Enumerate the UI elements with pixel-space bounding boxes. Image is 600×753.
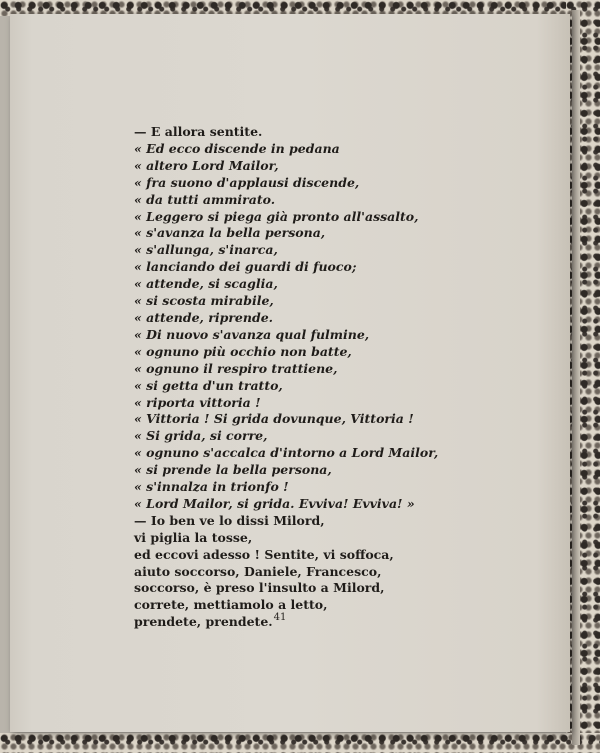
poem-line: « s'avanza la bella persona, — [134, 225, 326, 241]
poem-line: prendete, prendete. — [134, 614, 273, 630]
poem-line: « Ed ecco discende in pedana — [134, 140, 340, 156]
poem-line: « riporta vittoria ! — [134, 394, 261, 410]
poem-line: « attende, si scaglia, — [134, 276, 278, 292]
poem-line: « si prende la bella persona, — [134, 462, 332, 478]
poem-line: aiuto soccorso, Daniele, Francesco, — [134, 563, 382, 579]
poem-line: « si getta d'un tratto, — [134, 377, 283, 393]
poem-line: — E allora sentite. — [134, 124, 263, 139]
poem-line: « Di nuovo s'avanza qual fulmine, — [134, 326, 370, 342]
poem-line: « fra suono d'applausi discende, — [134, 174, 360, 190]
poem-line: « Leggero si piega già pronto all'assalto, — [134, 208, 419, 224]
poem-line: « lanciando dei guardi di fuoco; — [134, 259, 357, 275]
poem-line: « s'allunga, s'inarca, — [134, 242, 278, 258]
poem-line: « altero Lord Mailor, — [134, 157, 279, 173]
poem-line: « ognuno più occhio non batte, — [134, 343, 352, 359]
poem-line: « si scosta mirabile, — [134, 293, 274, 309]
poem-line: « Lord Mailor, si grida. Evviva! Evviva! » — [134, 495, 415, 511]
poem-line: — Io ben ve lo dissi Milord, — [134, 512, 325, 528]
book-page — [10, 14, 570, 732]
poem-line: « Vittoria ! Si grida dovunque, Vittoria ! — [134, 411, 414, 427]
poem-line: soccorso, è preso l'insulto a Milord, — [134, 580, 385, 596]
poem-line: « da tutti ammirato. — [134, 191, 276, 207]
poem-text-block — [134, 124, 439, 631]
poem-line: « s'innalza in trionfo ! — [134, 479, 289, 495]
page-number: 41 — [273, 612, 287, 623]
poem-line: vi piglia la tosse, — [134, 529, 253, 545]
poem-line: ed eccovi adesso ! Sentite, vi soffoca, — [134, 546, 394, 562]
book-board-edge — [572, 10, 580, 745]
poem-line: « ognuno il respiro trattiene, — [134, 360, 338, 376]
poem-line: « Si grida, si corre, — [134, 428, 268, 444]
poem-line: « attende, riprende. — [134, 309, 273, 325]
poem-line: « ognuno s'accalca d'intorno a Lord Mailor, — [134, 445, 439, 461]
decorative-endpaper-bottom — [0, 733, 600, 753]
poem-line: correte, mettiamolo a letto, — [134, 597, 328, 613]
